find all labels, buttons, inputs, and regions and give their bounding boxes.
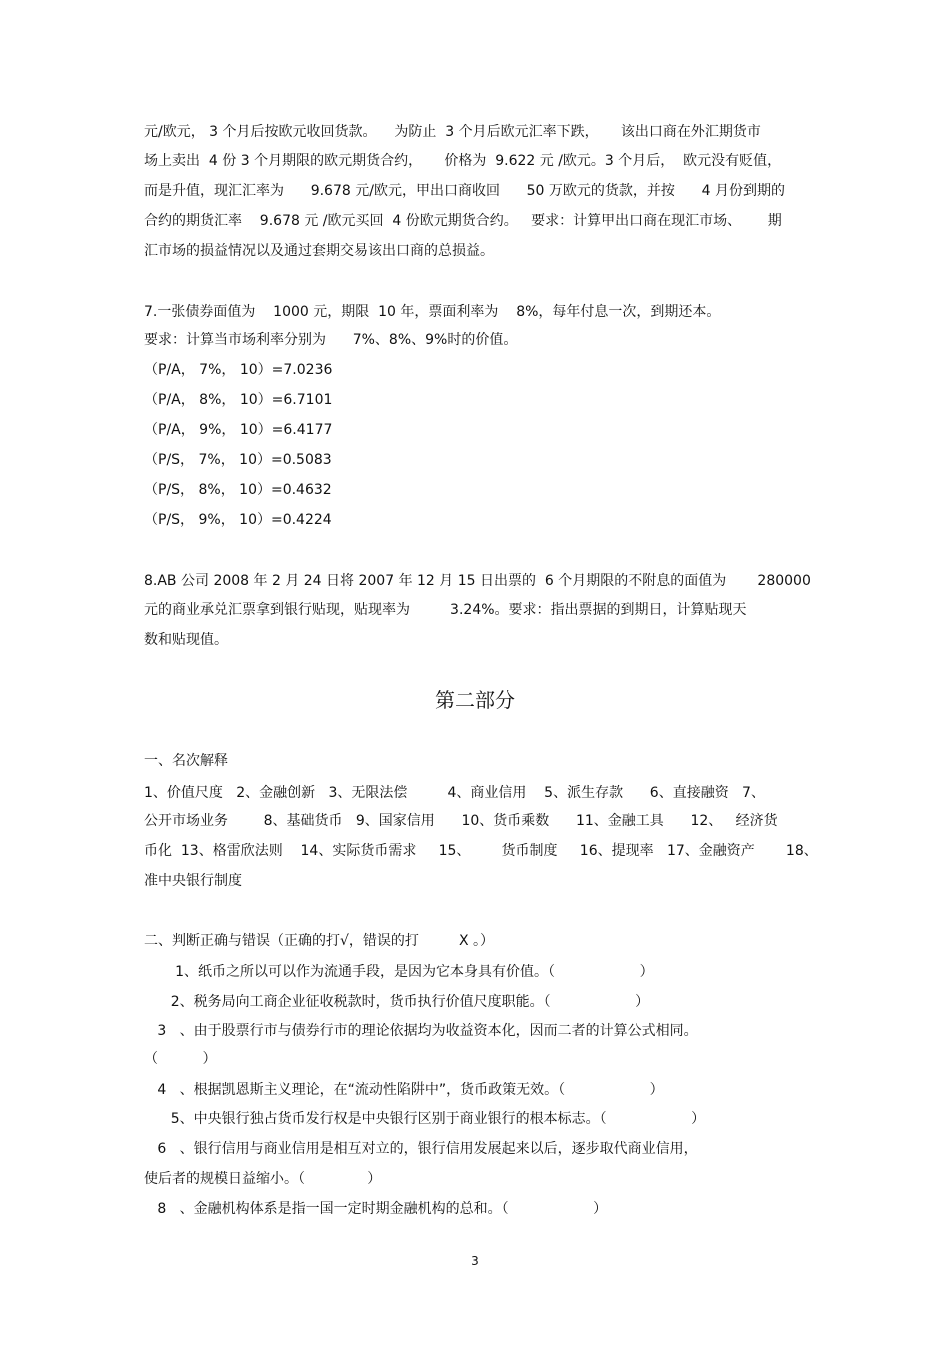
judge-item-5: 5、中央银行独占货币发行权是中央银行区别于商业银行的根本标志。（ ） [144, 1111, 706, 1127]
q8-line-3: 数和贴现值。 [144, 632, 228, 648]
terms-heading: 一、名次解释 [144, 753, 228, 769]
q7-factor-2: （P/A， 8%， 10）=6.7101 [144, 392, 333, 408]
q7-line-1: 7.一张债券面值为 1000 元，期限 10 年，票面利率为 8%，每年付息一次，到期还本。 [144, 304, 721, 320]
part-title: 第二部分 [435, 688, 515, 712]
q6-line-1: 元/欧元， 3 个月后按欧元收回货款。 为防止 3 个月后欧元汇率下跌， 该出口商在外汇期货市 [144, 124, 761, 140]
q6-line-3: 而是升值，现汇汇率为 9.678 元/欧元，甲出口商收回 50 万欧元的货款，并按 4 月份到期的 [144, 183, 785, 199]
judge-heading: 二、判断正确与错误（正确的打√，错误的打 X 。） [144, 933, 495, 949]
page-number: 3 [471, 1254, 479, 1268]
q7-factor-3: （P/A， 9%， 10）=6.4177 [144, 422, 333, 438]
judge-item-6: 6 、银行信用与商业信用是相互对立的，银行信用发展起来以后，逐步取代商业信用， [144, 1141, 698, 1157]
judge-item-1: 1、纸币之所以可以作为流通手段，是因为它本身具有价值。（ ） [144, 964, 654, 980]
terms-line-3: 币化 13、格雷欣法则 14、实际货币需求 15、 货币制度 16、提现率 17、金融资产 18、 [144, 843, 818, 859]
q6-line-4: 合约的期货汇率 9.678 元 /欧元买回 4 份欧元期货合约。 要求：计算甲出口商在现汇市场、 期 [144, 213, 782, 229]
terms-line-2: 公开市场业务 8、基础货币 9、国家信用 10、货币乘数 11、金融工具 12、 经济货 [144, 813, 778, 829]
q7-factor-6: （P/S， 9%， 10）=0.4224 [144, 512, 332, 528]
q7-factor-4: （P/S， 7%， 10）=0.5083 [144, 452, 332, 468]
judge-item-8: 8 、金融机构体系是指一国一定时期金融机构的总和。（ ） [144, 1201, 608, 1217]
terms-line-4: 准中央银行制度 [144, 873, 242, 889]
terms-line-1: 1、价值尺度 2、金融创新 3、无限法偿 4、商业信用 5、派生存款 6、直接融资 7、 [144, 785, 765, 801]
judge-item-3: 3 、由于股票行市与债券行市的理论依据均为收益资本化，因而二者的计算公式相同。 [144, 1023, 698, 1039]
q6-line-2: 场上卖出 4 份 3 个月期限的欧元期货合约， 价格为 9.622 元 /欧元。3 个月后， 欧元没有贬值， [144, 153, 782, 169]
q7-line-2: 要求：计算当市场利率分别为 7%、8%、9%时的价值。 [144, 332, 518, 348]
q7-factor-5: （P/S， 8%， 10）=0.4632 [144, 482, 332, 498]
judge-item-2: 2、税务局向工商企业征收税款时，货币执行价值尺度职能。（ ） [144, 994, 650, 1010]
judge-item-6-cont: 使后者的规模日益缩小。（ ） [144, 1171, 382, 1187]
q8-line-1: 8.AB 公司 2008 年 2 月 24 日将 2007 年 12 月 15 日出票的 6 个月期限的不附息的面值为 280000 [144, 573, 811, 589]
q6-line-5: 汇市场的损益情况以及通过套期交易该出口商的总损益。 [144, 243, 494, 259]
q7-factor-1: （P/A， 7%， 10）=7.0236 [144, 362, 333, 378]
judge-item-3-blank: （ ） [144, 1051, 217, 1067]
judge-item-4: 4 、根据凯恩斯主义理论，在“流动性陷阱中”，货币政策无效。（ ） [144, 1082, 664, 1098]
q8-line-2: 元的商业承兑汇票拿到银行贴现，贴现率为 3.24%。要求：指出票据的到期日，计算贴现天 [144, 602, 747, 618]
